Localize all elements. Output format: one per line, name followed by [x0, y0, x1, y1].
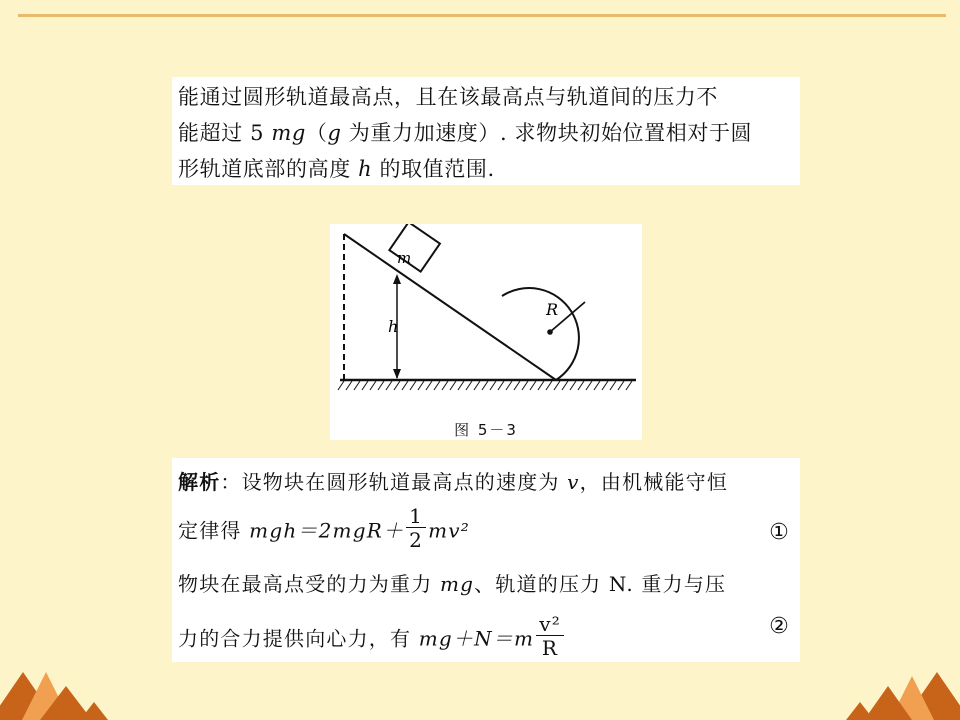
problem-line-3-text-b: 的取值范围. — [372, 157, 495, 181]
problem-line-1-text: 能通过圆形轨道最高点，且在该最高点与轨道间的压力不 — [178, 85, 718, 109]
solution-row-3 — [178, 568, 794, 597]
fraction-numerator: 1 — [406, 506, 426, 528]
equation-1-left: mgh＝2mgR＋ — [249, 518, 405, 543]
math-h: h — [358, 157, 373, 181]
math-g: g — [327, 121, 342, 145]
problem-line-1 — [178, 81, 718, 111]
block-label: m — [397, 249, 412, 267]
solution-row-3-text-a: 物块在最高点受的力为重力 — [178, 572, 440, 596]
equation-1-right: mv² — [428, 518, 470, 543]
solution-row-1-text-b: ，由机械能守恒 — [579, 470, 729, 494]
fraction-one-half — [406, 506, 426, 550]
figure-panel — [330, 224, 642, 440]
solution-heading: 解析 — [178, 470, 221, 494]
solution-row-1-text-a: ：设物块在圆形轨道最高点的速度为 — [220, 470, 568, 494]
height-label: h — [388, 317, 399, 336]
solution-row-1 — [178, 466, 794, 495]
solution-panel — [172, 458, 800, 662]
top-rule — [18, 14, 946, 17]
fraction-numerator: v² — [536, 614, 564, 636]
problem-line-2-text-c: 为重力加速度）. 求物块初始位置相对于圆 — [341, 121, 753, 145]
ground-hatching — [338, 381, 632, 390]
incline-line — [344, 234, 559, 380]
solution-row-3-text-b: 、轨道的压力 N. 重力与压 — [474, 572, 727, 596]
equation-number-1: ① — [769, 520, 790, 545]
problem-line-3-text-a: 形轨道底部的高度 — [178, 157, 359, 181]
fraction-denominator: 2 — [409, 528, 424, 552]
solution-row-4-text: 力的合力提供向心力，有 — [178, 626, 419, 651]
solution-row-2 — [178, 504, 794, 554]
height-arrow-bottom-head — [393, 369, 401, 379]
solution-row-2-text: 定律得 — [178, 518, 250, 543]
fraction-v2-over-r — [536, 614, 564, 658]
equation-2-left: mg＋N＝m — [418, 626, 535, 651]
math-v: v — [567, 470, 580, 494]
fraction-denominator: R — [541, 636, 559, 660]
solution-row-4 — [178, 612, 794, 662]
problem-line-3 — [178, 153, 495, 183]
problem-line-2-text-b: （ — [305, 121, 328, 145]
height-arrow-top-head — [393, 274, 401, 284]
problem-text-panel — [172, 77, 800, 185]
problem-line-2-text-a: 能超过 5 — [178, 121, 272, 145]
figure-caption: 图 5－3 — [454, 421, 518, 439]
radius-label: R — [546, 300, 559, 319]
incline-loop-diagram — [330, 224, 642, 440]
math-mg: mg — [271, 121, 306, 145]
equation-number-2: ② — [769, 614, 790, 639]
math-mg-weight: mg — [439, 572, 475, 596]
problem-line-2 — [178, 117, 752, 147]
circular-track — [502, 288, 579, 380]
